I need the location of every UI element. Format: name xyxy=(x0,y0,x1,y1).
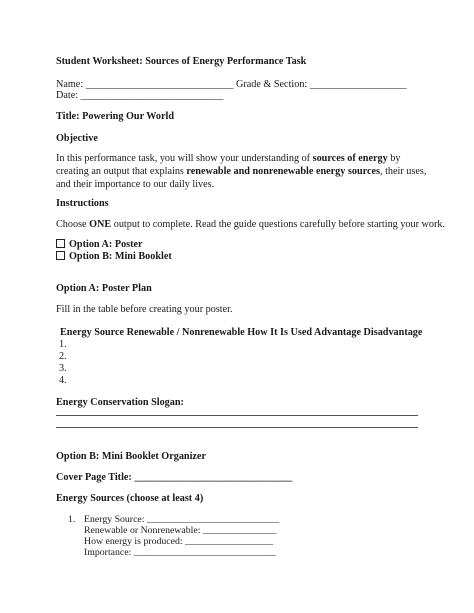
objective-text: In this performance task, you will show your understanding of sources of energy by creating an output that explains renewable and nonrenewable energy sources, their uses, and their importance to our daily lives. xyxy=(56,153,427,190)
table-header: Energy Source Renewable / Nonrenewable How It Is Used Advantage Disadvantage xyxy=(60,327,423,338)
slogan-line xyxy=(56,415,418,416)
date-line: Date: ____________________________ xyxy=(56,90,224,101)
energy-source-field: Energy Source: ___________________________ xyxy=(84,514,280,525)
renewable-field: Renewable or Nonrenewable: _______________ xyxy=(84,525,277,536)
table-row: 4. xyxy=(59,375,67,386)
energy-sources-heading: Energy Sources (choose at least 4) xyxy=(56,493,204,504)
table-row: 3. xyxy=(59,363,67,374)
option-a-checkbox[interactable]: Option A: Poster xyxy=(56,238,143,251)
name-grade-line: Name: _____________________________ Grade & Section: ___________________ xyxy=(56,79,407,90)
instructions-text: Choose ONE output to complete. Read the guide questions carefully before starting your work. xyxy=(56,219,446,230)
table-row: 2. xyxy=(59,351,67,362)
slogan-line xyxy=(56,427,418,428)
objective-heading: Objective xyxy=(56,133,98,144)
worksheet-title: Student Worksheet: Sources of Energy Performance Task xyxy=(56,56,307,67)
slogan-label: Energy Conservation Slogan: xyxy=(56,397,184,408)
importance-field: Importance: _____________________________ xyxy=(84,547,276,558)
option-b-heading: Option B: Mini Booklet Organizer xyxy=(56,451,206,462)
table-row: 1. xyxy=(59,339,67,350)
option-b-checkbox[interactable]: Option B: Mini Booklet xyxy=(56,250,172,263)
checkbox-icon xyxy=(56,251,65,260)
instructions-heading: Instructions xyxy=(56,198,109,209)
option-a-intro: Fill in the table before creating your poster. xyxy=(56,304,233,315)
checkbox-icon xyxy=(56,239,65,248)
cover-title-line: Cover Page Title: _______________________________ xyxy=(56,472,293,483)
task-title: Title: Powering Our World xyxy=(56,111,175,122)
option-a-heading: Option A: Poster Plan xyxy=(56,283,152,294)
list-item-number: 1. xyxy=(68,514,76,525)
production-field: How energy is produced: __________________ xyxy=(84,536,274,547)
